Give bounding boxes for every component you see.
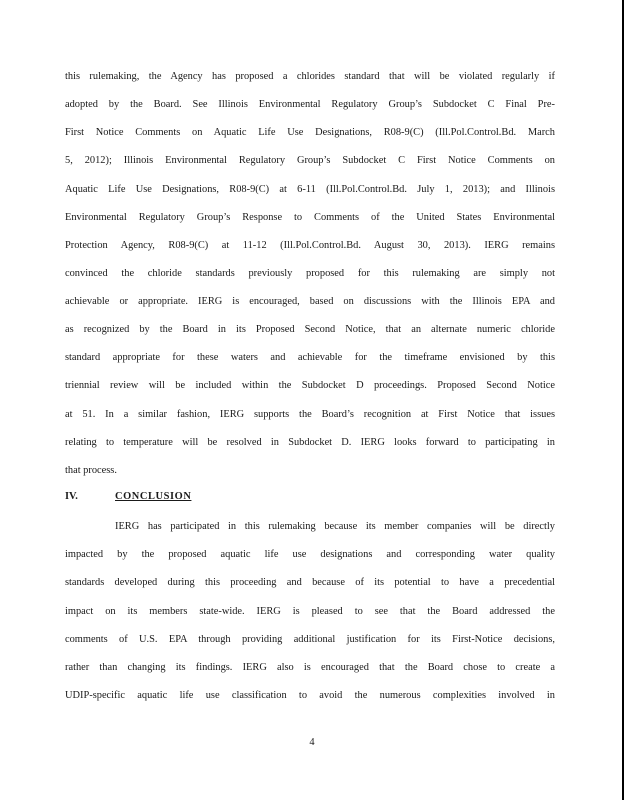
body-text-line: that process. <box>65 465 117 476</box>
body-text-line: rather than changing its findings. IERG also is encouraged that the Board chose to create a <box>65 662 555 673</box>
body-text-line: standard appropriate for these waters and achievable for the timeframe envisioned by this <box>65 352 555 363</box>
body-text-line: Aquatic Life Use Designations, R08-9(C) at 6-11 (Ill.Pol.Control.Bd. July 1, 2013); and Illinois <box>65 184 555 195</box>
body-text-line: UDIP-specific aquatic life use classification to avoid the numerous complexities involved in <box>65 690 555 701</box>
body-text-line: as recognized by the Board in its Proposed Second Notice, that an alternate numeric chloride <box>65 324 555 335</box>
body-text-line: 5, 2012); Illinois Environmental Regulatory Group’s Subdocket C First Notice Comments on <box>65 155 555 166</box>
body-text-line: standards developed during this proceeding and because of its potential to have a precedential <box>65 577 555 588</box>
body-text-line: at 51. In a similar fashion, IERG supports the Board’s recognition at First Notice that issues <box>65 409 555 420</box>
section-heading <box>65 490 191 504</box>
body-text-line: this rulemaking, the Agency has proposed a chlorides standard that will be violated regularly if <box>65 71 555 82</box>
body-text-line: IERG has participated in this rulemaking because its member companies will be directly <box>115 521 555 532</box>
body-text-line: relating to temperature will be resolved in Subdocket D. IERG looks forward to participating in <box>65 437 555 448</box>
body-text-line: triennial review will be included within the Subdocket D proceedings. Proposed Second Notice <box>65 380 555 391</box>
body-text-line: convinced the chloride standards previously proposed for this rulemaking are simply not <box>65 268 555 279</box>
body-text-line: adopted by the Board. See Illinois Environmental Regulatory Group’s Subdocket C Final Pre- <box>65 99 555 110</box>
section-number: IV. <box>65 491 78 502</box>
body-text-line: impacted by the proposed aquatic life use designations and corresponding water quality <box>65 549 555 560</box>
body-text-line: Protection Agency, R08-9(C) at 11-12 (Ill.Pol.Control.Bd. August 30, 2013). IERG remains <box>65 240 555 251</box>
body-text-line: Environmental Regulatory Group’s Response to Comments of the United States Environmental <box>65 212 555 223</box>
body-text-line: First Notice Comments on Aquatic Life Use Designations, R08-9(C) (Ill.Pol.Control.Bd. March <box>65 127 555 138</box>
body-text-line: comments of U.S. EPA through providing additional justification for its First-Notice decisions, <box>65 634 555 645</box>
body-text-line: achievable or appropriate. IERG is encouraged, based on discussions with the Illinois EPA and <box>65 296 555 307</box>
page-number: 4 <box>309 737 315 748</box>
body-text-line: impact on its members state-wide. IERG is pleased to see that the Board addressed the <box>65 606 555 617</box>
section-title: CONCLUSION <box>115 491 192 502</box>
